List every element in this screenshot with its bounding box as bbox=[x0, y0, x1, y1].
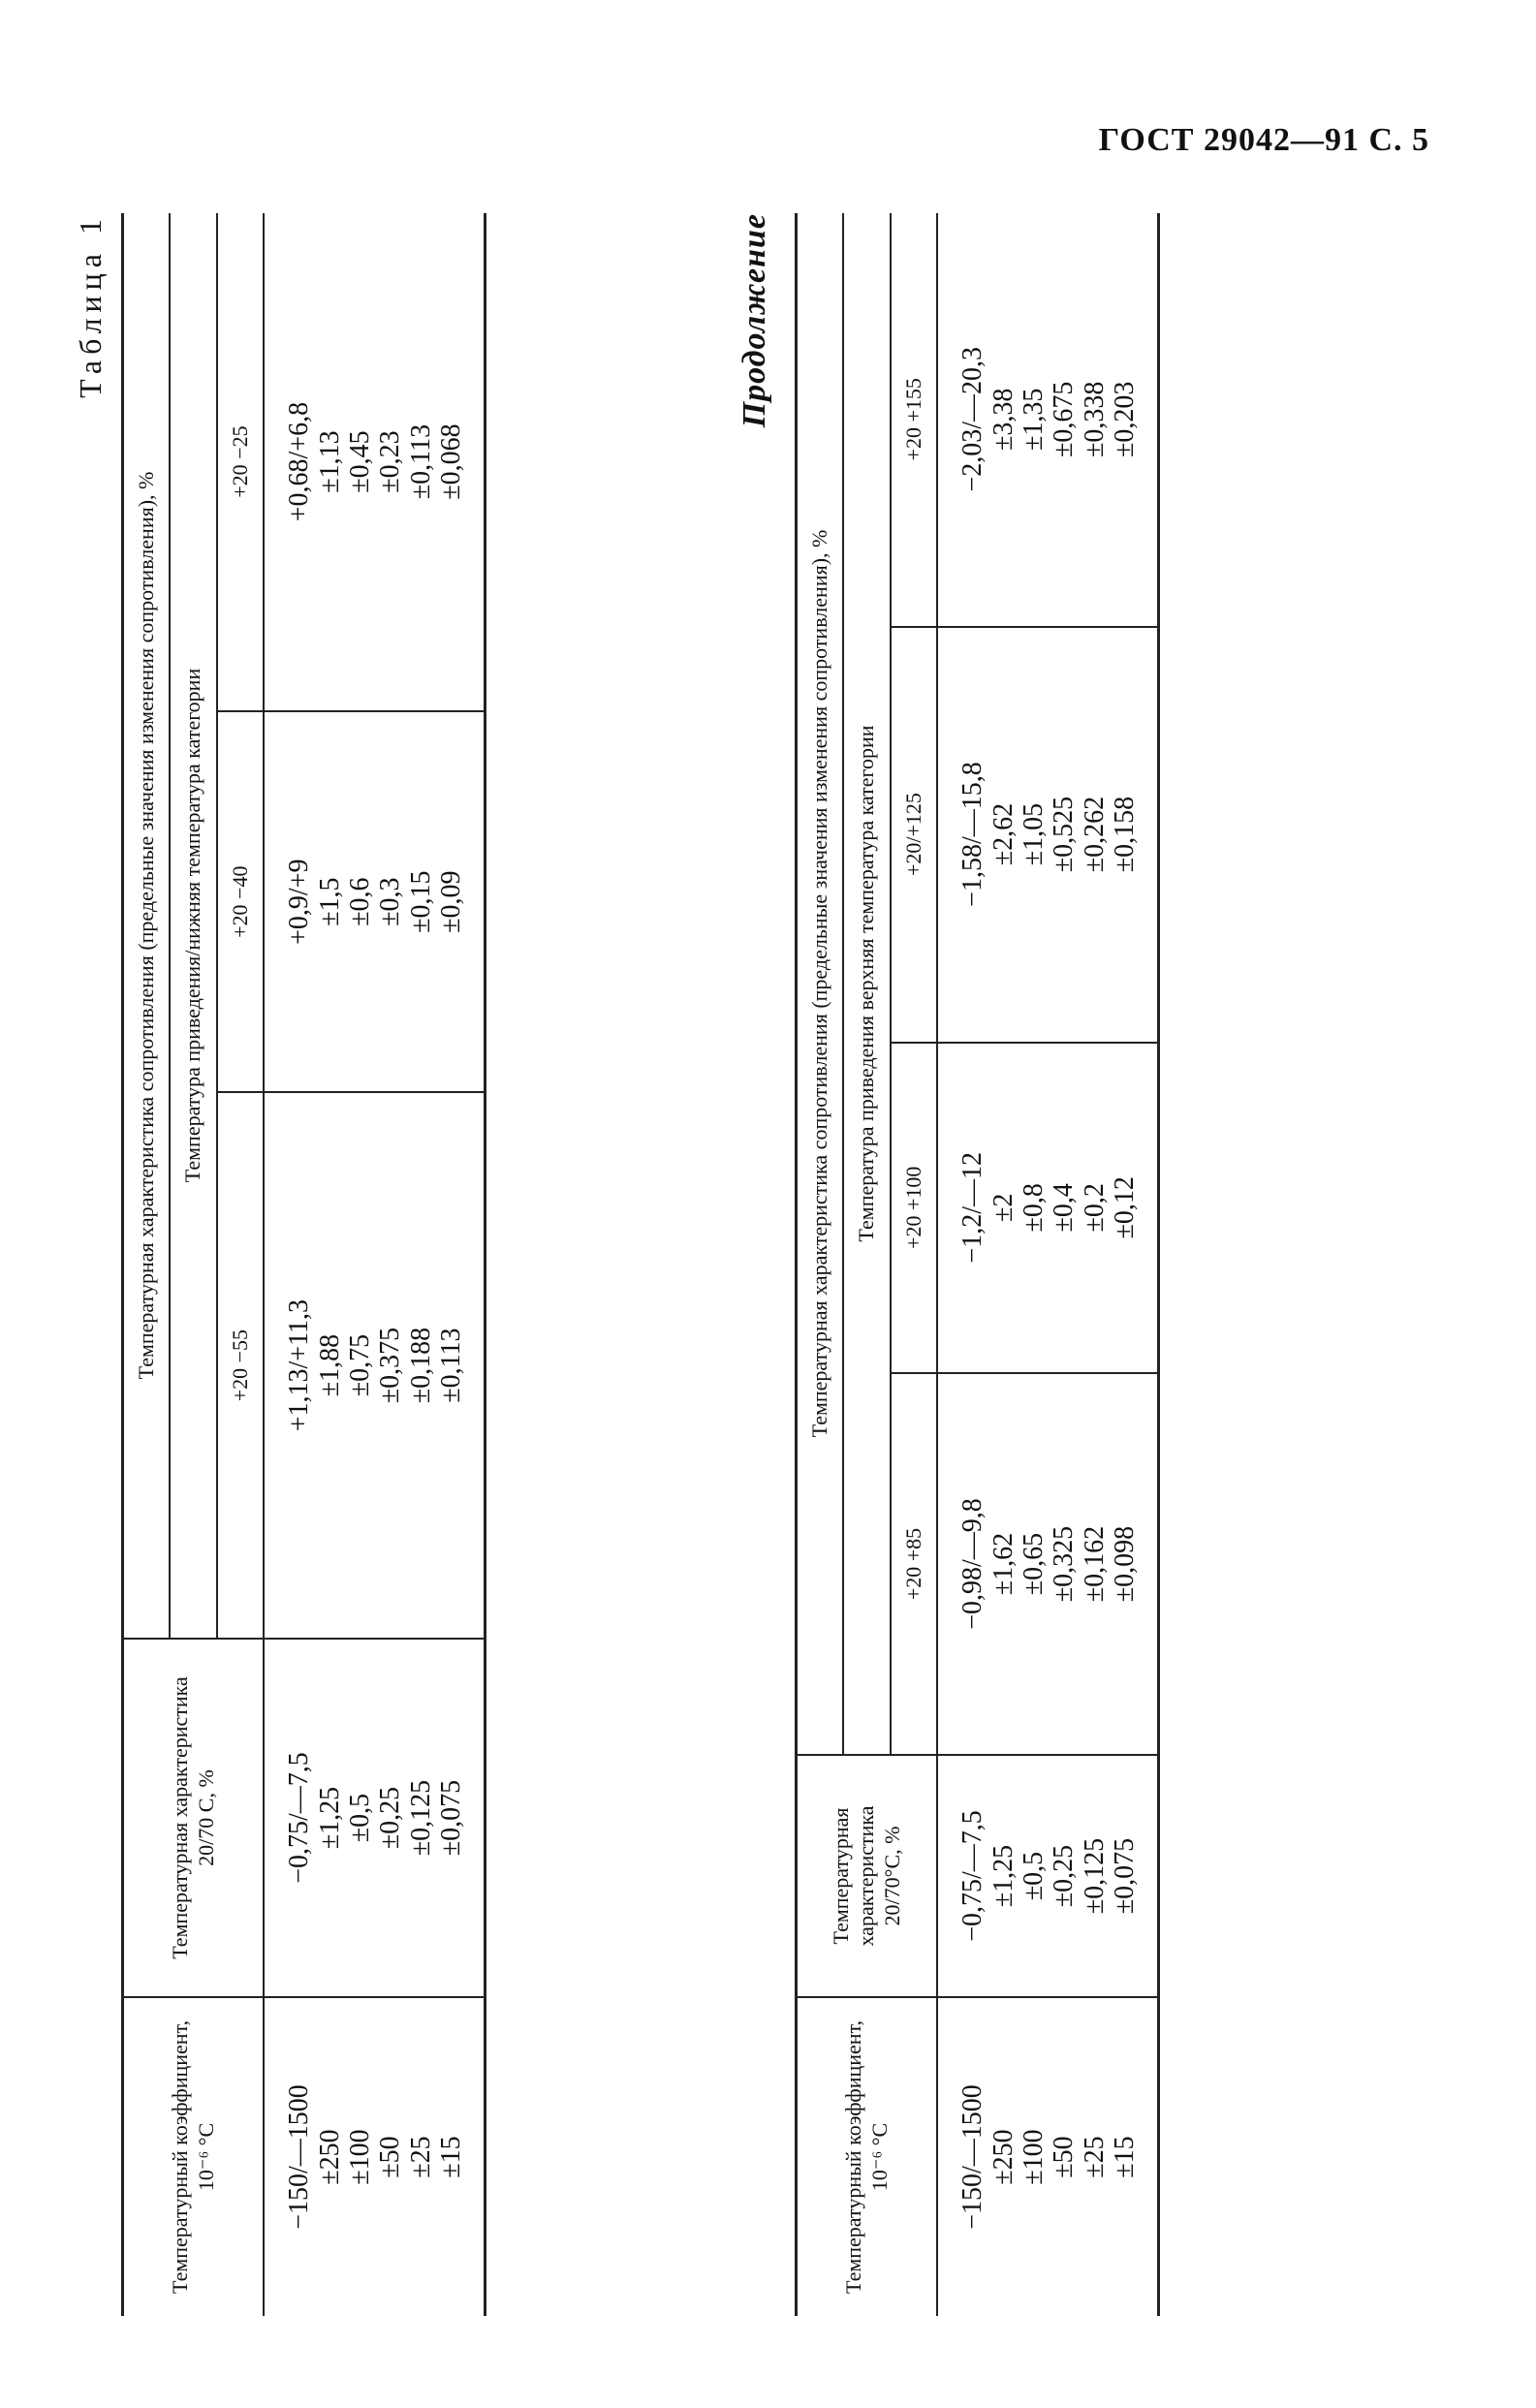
cell-value: ±1,35 bbox=[1018, 388, 1049, 451]
cell-value: ±0,25 bbox=[375, 1786, 406, 1850]
table1-sub-title: Температура приведения/нижняя температура категории bbox=[170, 213, 216, 1639]
table1-cell-c1 bbox=[264, 1092, 486, 1639]
cell-value: ±0,4 bbox=[1049, 1183, 1080, 1233]
table2-cell-c1 bbox=[937, 1373, 1159, 1755]
table2-block bbox=[737, 213, 1434, 2316]
cell-value: ±0,525 bbox=[1049, 796, 1080, 873]
cell-value: ±1,88 bbox=[314, 1333, 345, 1397]
cell-value: −2,03/—20,3 bbox=[957, 347, 988, 492]
cell-value: ±0,23 bbox=[375, 430, 406, 493]
cell-value: ±0,3 bbox=[375, 877, 406, 926]
cell-value: −0,75/—7,5 bbox=[284, 1752, 315, 1884]
table1-cell-coef bbox=[264, 1997, 486, 2316]
cell-value: ±0,09 bbox=[435, 870, 466, 933]
cell-value: ±25 bbox=[1079, 2136, 1110, 2178]
cell-value: ±1,25 bbox=[314, 1786, 345, 1850]
cell-value: −150/—1500 bbox=[284, 2084, 315, 2230]
cell-value: ±0,113 bbox=[405, 423, 436, 500]
table1-col-char: Температурная характеристика 20/70 С, % bbox=[123, 1639, 265, 1997]
cell-value: ±0,75 bbox=[344, 1333, 375, 1397]
table2-cell-char bbox=[937, 1755, 1159, 1997]
table2-caption: Продолжение bbox=[737, 213, 772, 428]
cell-value: ±0,675 bbox=[1049, 381, 1080, 457]
table1-cell-c2 bbox=[264, 711, 486, 1092]
table1-col-3: +20 −25 bbox=[217, 213, 264, 711]
cell-value: ±0,125 bbox=[405, 1779, 436, 1857]
table2-group-title: Температурная характеристика сопротивления (предельные значения изменения сопротивления), % bbox=[797, 213, 844, 1755]
table1-caption: Таблица 1 bbox=[73, 213, 108, 398]
table2-cell-coef bbox=[937, 1997, 1159, 2316]
table2-col-4: +20 +155 bbox=[891, 213, 937, 627]
cell-value: ±0,2 bbox=[1079, 1183, 1110, 1233]
cell-value: ±0,45 bbox=[344, 430, 375, 493]
cell-value: ±50 bbox=[1049, 2136, 1080, 2178]
cell-value: −1,2/—12 bbox=[957, 1152, 988, 1264]
table1-col-1: +20 −55 bbox=[217, 1092, 264, 1639]
table1-group-title: Температурная характеристика сопротивления (предельные значения изменения сопротивления), % bbox=[123, 213, 171, 1639]
cell-value: ±2 bbox=[987, 1193, 1019, 1222]
cell-value: ±0,12 bbox=[1109, 1176, 1140, 1239]
cell-value: ±250 bbox=[314, 2129, 345, 2185]
table-row bbox=[937, 213, 1159, 2316]
cell-value: ±0,15 bbox=[405, 870, 436, 933]
table1-cell-char bbox=[264, 1639, 486, 1997]
cell-value: ±3,38 bbox=[987, 388, 1019, 451]
table2 bbox=[795, 213, 1160, 2316]
cell-value: +1,13/+11,3 bbox=[284, 1298, 315, 1432]
cell-value: ±0,125 bbox=[1079, 1837, 1110, 1915]
table2-cell-c4 bbox=[937, 213, 1159, 627]
cell-value: ±25 bbox=[405, 2136, 436, 2178]
cell-value: ±0,65 bbox=[1018, 1532, 1049, 1596]
cell-value: ±15 bbox=[435, 2136, 466, 2178]
cell-value: ±0,113 bbox=[435, 1328, 466, 1403]
table2-sub-title: Температура приведения верхняя температура категории bbox=[843, 213, 890, 1755]
table1-col-2: +20 −40 bbox=[217, 711, 264, 1092]
table1-cell-c3 bbox=[264, 213, 486, 711]
page-header: ГОСТ 29042—91 С. 5 bbox=[1098, 122, 1429, 158]
cell-value: ±1,13 bbox=[314, 430, 345, 493]
cell-value: ±0,158 bbox=[1109, 796, 1140, 873]
cell-value: ±100 bbox=[344, 2129, 375, 2185]
cell-value: ±0,075 bbox=[1109, 1837, 1140, 1915]
table2-col-3: +20/+125 bbox=[891, 627, 937, 1043]
cell-value: ±1,25 bbox=[987, 1844, 1019, 1908]
cell-value: ±0,068 bbox=[435, 423, 466, 500]
cell-value: ±1,62 bbox=[987, 1532, 1019, 1596]
cell-value: ±250 bbox=[987, 2129, 1019, 2185]
cell-value: ±0,375 bbox=[375, 1327, 406, 1404]
cell-value: ±50 bbox=[375, 2136, 406, 2178]
cell-value: ±2,62 bbox=[987, 802, 1019, 866]
cell-value: +0,68/+6,8 bbox=[284, 401, 315, 522]
cell-value: ±0,098 bbox=[1109, 1525, 1140, 1603]
cell-value: ±0,8 bbox=[1018, 1183, 1049, 1233]
table2-col-char: Температурная характеристика 20/70°С, % bbox=[797, 1755, 938, 1997]
cell-value: ±0,338 bbox=[1079, 381, 1110, 457]
cell-value: ±0,188 bbox=[405, 1327, 436, 1404]
cell-value: −150/—1500 bbox=[957, 2084, 988, 2230]
cell-value: ±0,325 bbox=[1049, 1525, 1080, 1603]
cell-value: ±0,262 bbox=[1079, 796, 1110, 873]
cell-value: ±0,162 bbox=[1079, 1525, 1110, 1603]
cell-value: −1,58/—15,8 bbox=[957, 762, 988, 907]
cell-value: ±0,075 bbox=[435, 1779, 466, 1857]
cell-value: ±1,5 bbox=[314, 877, 345, 926]
cell-value: −0,75/—7,5 bbox=[957, 1810, 988, 1942]
table2-cell-c3 bbox=[937, 627, 1159, 1043]
cell-value: ±0,6 bbox=[344, 877, 375, 926]
cell-value: ±100 bbox=[1018, 2129, 1049, 2185]
cell-value: ±1,05 bbox=[1018, 802, 1049, 866]
cell-value: ±0,25 bbox=[1049, 1844, 1080, 1908]
cell-value: ±0,203 bbox=[1109, 381, 1140, 457]
table2-col-coef: Температурный коэффициент, 10⁻⁶ °С bbox=[797, 1997, 938, 2316]
table1-col-coef: Температурный коэффициент, 10⁻⁶ °С bbox=[123, 1997, 265, 2316]
table1 bbox=[121, 213, 486, 2316]
cell-value: +0,9/+9 bbox=[284, 859, 315, 945]
cell-value: ±15 bbox=[1109, 2136, 1140, 2178]
table1-block bbox=[73, 213, 761, 2316]
table2-col-2: +20 +100 bbox=[891, 1043, 937, 1373]
cell-value: ±0,5 bbox=[1018, 1851, 1049, 1901]
table2-cell-c2 bbox=[937, 1043, 1159, 1373]
cell-value: ±0,5 bbox=[344, 1793, 375, 1843]
table-row bbox=[264, 213, 486, 2316]
table2-col-1: +20 +85 bbox=[891, 1373, 937, 1755]
cell-value: −0,98/—9,8 bbox=[957, 1498, 988, 1630]
